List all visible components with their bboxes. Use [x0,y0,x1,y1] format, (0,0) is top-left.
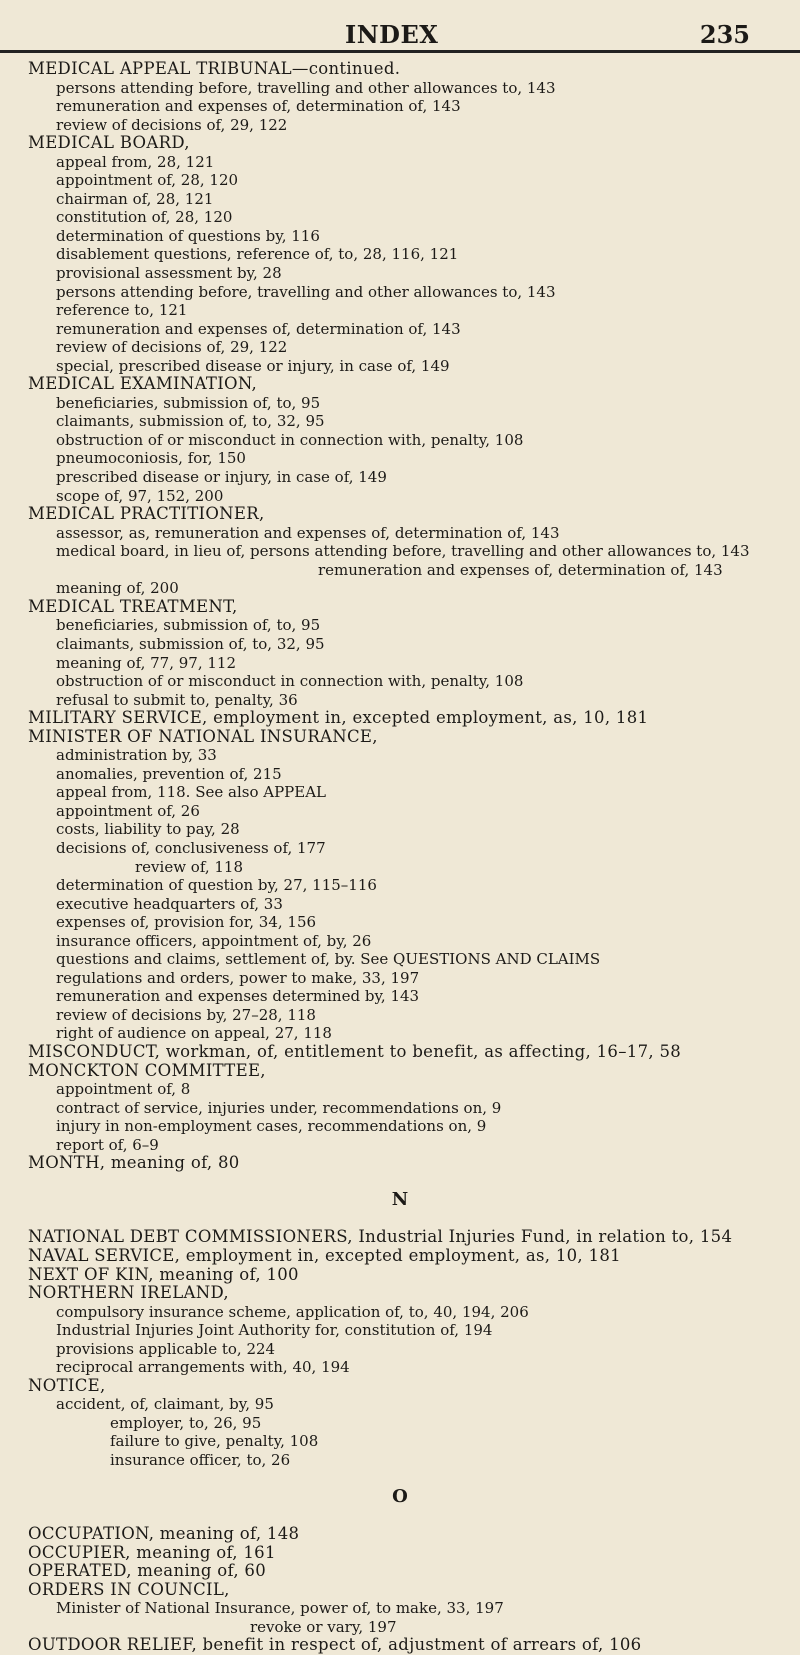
page-header [0,8,800,53]
index-subentry: employer, to, 26, 95 [110,1413,262,1432]
index-subentry: special, prescribed disease or injury, in case of, 149 [56,356,450,375]
index-subentry: appointment of, 26 [56,801,200,820]
index-subentry: refusal to submit to, penalty, 36 [56,690,298,709]
index-heading: NEXT OF KIN, meaning of, 100 [28,1265,299,1284]
index-subentry: remuneration and expenses of, determination of, 143 [56,97,461,116]
index-heading: OCCUPATION, meaning of, 148 [28,1525,300,1544]
index-subentry: appeal from, 28, 121 [56,152,215,171]
index-subentry: claimants, submission of, to, 32, 95 [56,634,325,653]
index-subentry: chairman of, 28, 121 [56,189,214,208]
index-heading: MINISTER OF NATIONAL INSURANCE, [28,727,378,746]
index-subentry: insurance officer, to, 26 [110,1451,291,1470]
index-subentry: review of decisions of, 29, 122 [56,338,288,357]
index-subentry: expenses of, provision for, 34, 156 [56,913,317,932]
index-subentry: injury in non-employment cases, recommendations on, 9 [56,1117,487,1136]
index-subentry: review of decisions by, 27–28, 118 [56,1005,316,1024]
index-subentry: Industrial Injuries Joint Authority for, constitution of, 194 [56,1321,493,1340]
index-heading: NAVAL SERVICE, employment in, excepted employment, as, 10, 181 [28,1247,621,1265]
index-subentry: remuneration and expenses of, determination of, 143 [56,319,461,338]
index-subentry: reference to, 121 [56,301,188,320]
index-subentry: remuneration and expenses determined by, 143 [56,987,420,1006]
index-entries [0,60,800,1655]
index-subentry: claimants, submission of, to, 32, 95 [56,412,325,431]
index-heading: MEDICAL TREATMENT, [28,597,238,616]
index-heading: ORDERS IN COUNCIL, [28,1580,230,1599]
index-subentry: determination of question by, 27, 115–116 [56,876,377,895]
section-letter: N [391,1191,409,1210]
index-subentry: prescribed disease or injury, in case of, 149 [56,468,387,487]
index-subentry: meaning of, 77, 97, 112 [56,653,236,672]
spacer [0,1173,800,1192]
index-heading: MONCKTON COMMITTEE, [28,1061,266,1080]
index-subentry: appointment of, 8 [56,1080,191,1099]
index-heading: NORTHERN IRELAND, [28,1284,229,1303]
index-subentry: regulations and orders, power to make, 33, 197 [56,968,420,987]
index-subentry: review of, 118 [135,857,244,876]
index-subentry: beneficiaries, submission of, to, 95 [56,616,321,635]
index-subentry: appointment of, 28, 120 [56,171,239,190]
index-subentry: anomalies, prevention of, 215 [56,764,282,783]
index-subentry: review of decisions of, 29, 122 [56,115,288,134]
index-subentry: meaning of, 200 [56,579,179,598]
index-subentry: disablement questions, reference of, to, 28, 116, 121 [56,245,459,264]
index-subentry: report of, 6–9 [56,1135,159,1154]
index-subentry: determination of questions by, 116 [56,226,320,245]
index-subentry: right of audience on appeal, 27, 118 [56,1024,332,1043]
index-subentry: questions and claims, settlement of, by. See QUESTIONS AND CLAIMS [56,950,601,969]
index-heading: MEDICAL EXAMINATION, [28,375,258,394]
index-heading: MONTH, meaning of, 80 [28,1154,240,1173]
index-subentry: obstruction of or misconduct in connection with, penalty, 108 [56,672,524,691]
index-subentry: constitution of, 28, 120 [56,208,233,227]
index-subentry: persons attending before, travelling and other allowances to, 143 [56,282,556,301]
index-subentry: decisions of, conclusiveness of, 177 [56,838,326,857]
index-heading: MILITARY SERVICE, employment in, excepted employment, as, 10, 181 [28,709,649,728]
index-subentry: failure to give, penalty, 108 [110,1432,319,1451]
index-subentry: Minister of National Insurance, power of, to make, 33, 197 [56,1599,504,1618]
index-subentry: medical board, in lieu of, persons attending before, travelling and other allowances to, 143 [56,542,750,561]
index-subentry: scope of, 97, 152, 200 [56,486,224,505]
index-heading: OUTDOOR RELIEF, benefit in respect of, adjustment of arrears of, 106 [28,1636,642,1655]
index-heading: NATIONAL DEBT COMMISSIONERS, Industrial Injuries Fund, in relation to, 154 [28,1228,733,1247]
index-subentry: provisional assessment by, 28 [56,264,282,283]
index-subentry: beneficiaries, submission of, to, 95 [56,393,321,412]
index-heading: MEDICAL APPEAL TRIBUNAL—continued. [28,60,401,78]
index-subentry: costs, liability to pay, 28 [56,820,240,839]
index-subentry: contract of service, injuries under, recommendations on, 9 [56,1098,502,1117]
index-subentry: pneumoconiosis, for, 150 [56,449,246,468]
index-heading: NOTICE, [28,1376,106,1395]
index-subentry: persons attending before, travelling and other allowances to, 143 [56,78,556,97]
spacer [0,1210,800,1229]
index-subentry: compulsory insurance scheme, application of, to, 40, 194, 206 [56,1302,529,1321]
spacer [0,1470,800,1489]
page-number: 235 [699,20,750,49]
spacer [0,1507,800,1526]
index-subentry: reciprocal arrangements with, 40, 194 [56,1358,350,1377]
index-subentry: accident, of, claimant, by, 95 [56,1395,274,1414]
index-subentry: obstruction of or misconduct in connection with, penalty, 108 [56,430,524,449]
index-subentry: revoke or vary, 197 [250,1617,397,1636]
index-heading: OCCUPIER, meaning of, 161 [28,1543,276,1562]
index-heading: MEDICAL BOARD, [28,134,190,153]
section-letter: O [392,1488,408,1507]
index-subentry: insurance officers, appointment of, by, 26 [56,931,372,950]
index-subentry: appeal from, 118. See also APPEAL [56,783,327,802]
index-subentry: provisions applicable to, 224 [56,1339,276,1358]
index-heading: MISCONDUCT, workman, of, entitlement to benefit, as affecting, 16–17, 58 [28,1042,682,1061]
index-heading: MEDICAL PRACTITIONER, [28,505,265,524]
index-heading: OPERATED, meaning of, 60 [28,1562,267,1581]
index-subentry: remuneration and expenses of, determination of, 143 [318,560,723,579]
index-subentry: assessor, as, remuneration and expenses of, determination of, 143 [56,523,560,542]
running-title: INDEX [345,20,439,49]
index-subentry: executive headquarters of, 33 [56,894,283,913]
index-subentry: administration by, 33 [56,746,217,765]
